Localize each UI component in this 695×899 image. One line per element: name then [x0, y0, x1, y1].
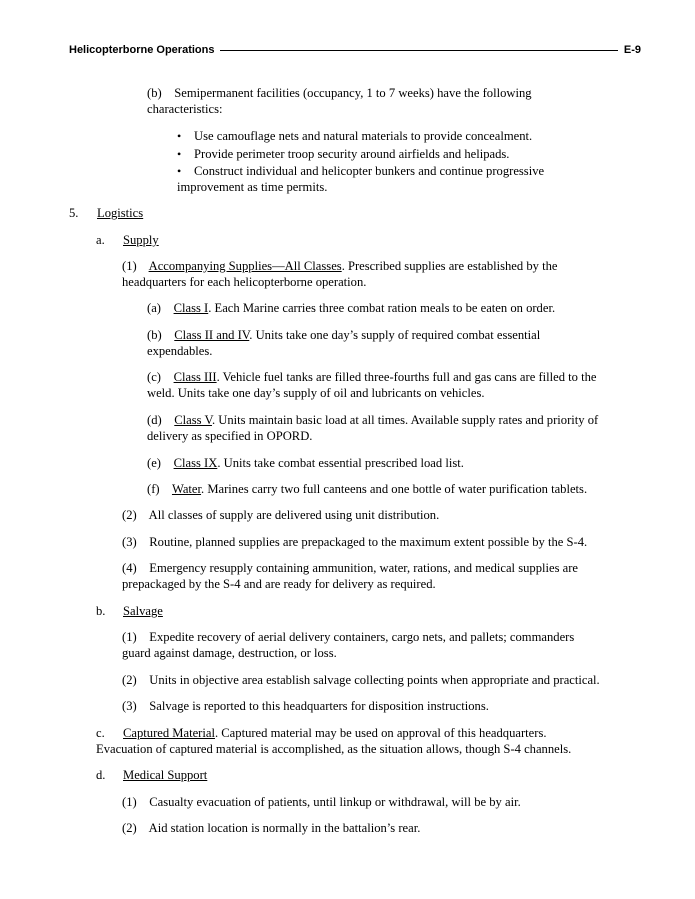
bullet-icon: •	[177, 147, 182, 161]
para-text: . Marines carry two full canteens and one bottle of water purification tablets.	[201, 482, 588, 496]
supply-c-line1	[147, 369, 597, 385]
para-label: (c)	[147, 370, 161, 384]
para-text: . Units take one day’s supply of required combat essential	[249, 328, 541, 342]
para-title: Class IX	[173, 456, 218, 470]
salvage-p1-line1	[122, 629, 574, 645]
para-label: (f)	[147, 482, 160, 496]
para-text: . Vehicle fuel tanks are filled three-fourths full and gas cans are filled to the	[216, 370, 597, 384]
bullet-item: Provide perimeter troop security around airfields and helipads.	[194, 147, 510, 161]
para-text: Expedite recovery of aerial delivery containers, cargo nets, and pallets; commanders	[149, 630, 575, 644]
para-text: All classes of supply are delivered using unit distribution.	[148, 508, 440, 522]
supply-p4-line2: prepackaged by the S-4 and are ready for delivery as required.	[122, 577, 436, 591]
para-title: Water	[171, 482, 202, 496]
salvage-p1-line2: guard against damage, destruction, or loss.	[122, 646, 337, 660]
para-label: (a)	[147, 301, 161, 315]
supply-a	[147, 300, 555, 316]
para-text: . Units maintain basic load at all times. Available supply rates and priority of	[211, 413, 599, 427]
subsection-label: b.	[96, 604, 106, 618]
para-title: Class II and IV	[174, 328, 250, 342]
para-label: (2)	[122, 673, 137, 687]
para-label: (d)	[147, 413, 162, 427]
subsection-label: a.	[96, 233, 105, 247]
subsection-text: . Captured material may be used on approval of this headquarters.	[214, 726, 547, 740]
para-b-line2: characteristics:	[147, 102, 223, 116]
para-label: (2)	[122, 508, 137, 522]
supply-p3	[122, 534, 587, 550]
bullet-icon: •	[177, 164, 182, 178]
bullet-item: Use camouflage nets and natural materials to provide concealment.	[194, 129, 533, 143]
subsection-title: Captured Material	[123, 726, 215, 740]
para-label: (3)	[122, 535, 137, 549]
para-label: (1)	[122, 259, 137, 273]
para-label: (b)	[147, 328, 162, 342]
supply-p1-line2: headquarters for each helicopterborne operation.	[122, 275, 367, 289]
para-text: Aid station location is normally in the battalion’s rear.	[148, 821, 421, 835]
para-label: (1)	[122, 795, 137, 809]
supply-p4-line1	[122, 560, 578, 576]
para-b-text: Semipermanent facilities (occupancy, 1 to 7 weeks) have the following	[174, 86, 532, 100]
para-title: Class V	[174, 413, 212, 427]
medical-p2	[122, 820, 420, 836]
subsection-supply	[96, 232, 159, 248]
header-rule	[220, 50, 617, 51]
para-text: . Units take combat essential prescribed load list.	[217, 456, 464, 470]
para-text: . Each Marine carries three combat ration meals to be eaten on order.	[208, 301, 556, 315]
para-label: (e)	[147, 456, 161, 470]
para-title: Class III	[173, 370, 217, 384]
para-text: Routine, planned supplies are prepackaged to the maximum extent possible by the S-4.	[149, 535, 588, 549]
subsection-salvage	[96, 603, 163, 619]
para-label: (1)	[122, 630, 137, 644]
subsection-captured-line1	[96, 725, 547, 741]
para-text: Salvage is reported to this headquarters for disposition instructions.	[149, 699, 489, 713]
supply-f	[147, 481, 587, 497]
para-title: Accompanying Supplies—All Classes	[148, 259, 342, 273]
subsection-label: d.	[96, 768, 106, 782]
section-title: Logistics	[97, 206, 144, 220]
bullet-item-continuation: improvement as time permits.	[177, 180, 328, 194]
subsection-captured-line2: Evacuation of captured material is accomplished, as the situation allows, though S-4 channels.	[96, 742, 572, 756]
para-label: (2)	[122, 821, 137, 835]
subsection-title: Salvage	[123, 604, 163, 618]
supply-c-line2: weld. Units take one day’s supply of oil and lubricants on vehicles.	[147, 386, 485, 400]
para-label: (4)	[122, 561, 137, 575]
supply-b-line1	[147, 327, 540, 343]
subsection-medical	[96, 767, 207, 783]
para-title: Class I	[173, 301, 209, 315]
subsection-title: Supply	[123, 233, 159, 247]
medical-p1	[122, 794, 521, 810]
salvage-p2	[122, 672, 600, 688]
supply-d-line2: delivery as specified in OPORD.	[147, 429, 313, 443]
para-text: Emergency resupply containing ammunition, water, rations, and medical supplies are	[149, 561, 579, 575]
section-logistics	[69, 205, 143, 221]
supply-p2	[122, 507, 439, 523]
salvage-p3	[122, 698, 489, 714]
supply-p1-line1	[122, 258, 557, 274]
para-text: Units in objective area establish salvage collecting points when appropriate and practical.	[149, 673, 600, 687]
bullet-icon: •	[177, 129, 182, 143]
section-number: 5.	[69, 206, 79, 220]
header-title: Helicopterborne Operations	[69, 44, 215, 56]
para-label: (3)	[122, 699, 137, 713]
para-text: Casualty evacuation of patients, until linkup or withdrawal, will be by air.	[149, 795, 521, 809]
para-b-line1	[147, 85, 532, 101]
supply-d-line1	[147, 412, 598, 428]
bullet-item: Construct individual and helicopter bunkers and continue progressive	[194, 164, 545, 178]
subsection-title: Medical Support	[123, 768, 208, 782]
running-header	[69, 42, 641, 58]
supply-e	[147, 455, 464, 471]
subsection-label: c.	[96, 726, 105, 740]
para-b-label: (b)	[147, 86, 162, 100]
page-number: E-9	[623, 44, 641, 56]
supply-b-line2: expendables.	[147, 344, 213, 358]
para-text: . Prescribed supplies are established by the	[341, 259, 558, 273]
